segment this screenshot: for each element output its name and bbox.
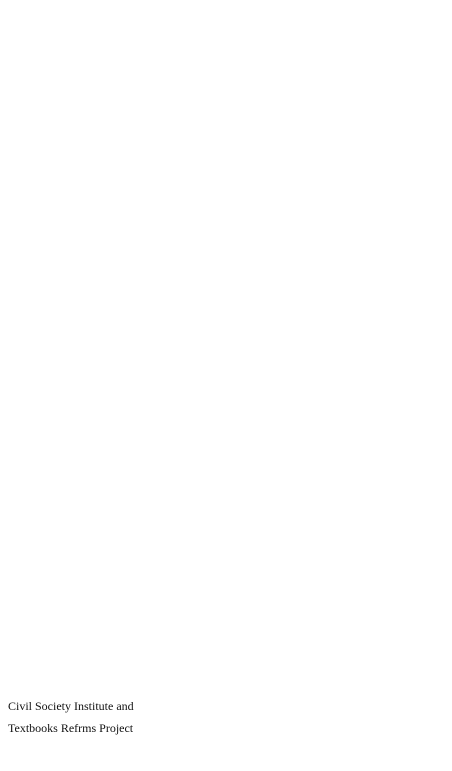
article-line [8,469,444,492]
article-headline [10,8,442,36]
article-line [8,265,444,288]
article-line: Textbooks Refrms Project [8,721,134,736]
article-line [8,62,444,85]
article-line [8,627,444,650]
article-line [8,311,444,334]
article-line [8,356,444,379]
article-line [8,740,444,763]
article-line [8,424,444,447]
article-line [8,175,444,198]
article-line [8,514,444,537]
article-line [8,536,444,559]
article-line [8,85,444,108]
article-line [8,672,444,695]
article-line [8,220,444,243]
author-byline [10,36,442,60]
article-line [8,582,444,605]
article-line [8,559,444,582]
article-line [8,446,444,469]
article-line [8,378,444,401]
article-line [8,152,444,175]
article-line: Civil Society Institute and [8,698,134,713]
article-line [8,130,444,153]
article-body [8,62,444,766]
article-line [8,604,444,627]
article-line [8,243,444,266]
article-line [8,491,444,514]
article-line [8,333,444,356]
article-line [8,288,444,311]
article-line [8,401,444,424]
article-line [8,198,444,221]
article-line [8,649,444,672]
article-line [8,107,444,130]
